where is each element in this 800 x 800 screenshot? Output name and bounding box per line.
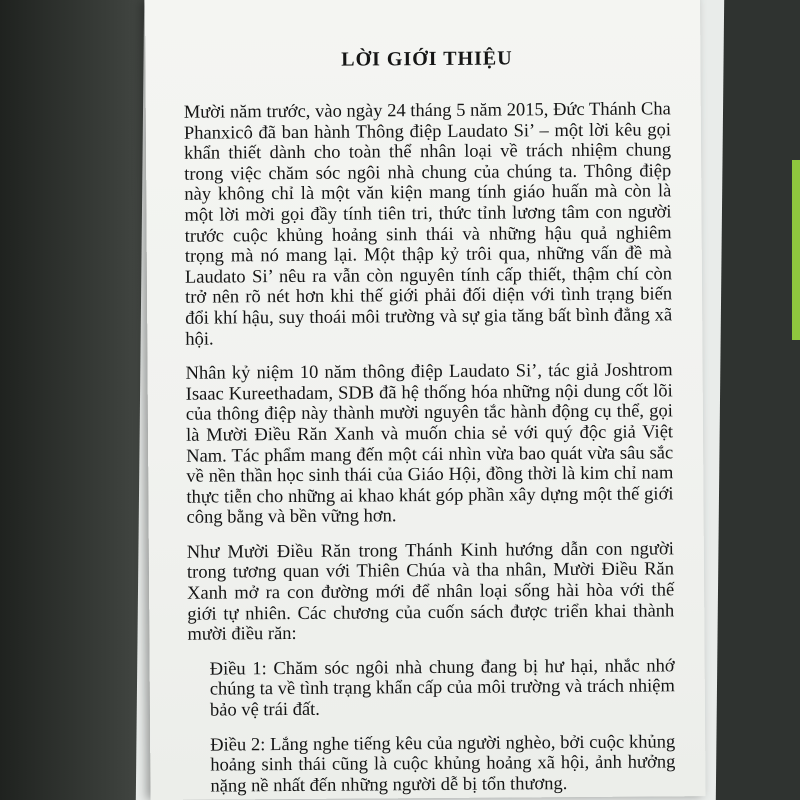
commandment-item-2: Điều 2: Lắng nghe tiếng kêu của người nghèo, bởi cuộc khủng hoảng sinh thái cũng là cuộc khủng hoảng xã hội, ảnh hưởng nặng nề nhất đến những người dễ bị tổn thương. [210,731,676,797]
commandment-item-1: Điều 1: Chăm sóc ngôi nhà chung đang bị hư hại, nhắc nhớ chúng ta về tình trạng khẩn cấp của môi trường và trách nhiệm bảo vệ trái đất. [209,656,675,721]
paragraph-anniversary: Nhân kỷ niệm 10 năm thông điệp Laudato Si’, tác giả Joshtrom Isaac Kureethadam, SDB đã hệ thống hóa những nội dung cốt lõi của thông điệp này thành mười nguyên tắc hành động cụ thể, gọi là Mười Điều Răn Xanh và muốn chia sẻ với quý độc giả Việt Nam. Tác phẩm mang đến một cái nhìn vừa bao quát vừa sâu sắc về nền thần học sinh thái của Giáo Hội, đồng thời là kim chỉ nam thực tiễn cho những ai khao khát góp phần xây dựng một thế giới công bằng và bền vững hơn. [185,360,674,529]
paragraph-intro: Mười năm trước, vào ngày 24 tháng 5 năm 2015, Đức Thánh Cha Phanxicô đã ban hành Thông điệp Laudato Si’ – một lời kêu gọi khẩn thiết dành cho toàn thể nhân loại về trách nhiệm chung trong việc chăm sóc ngôi nhà chung của chúng ta. Thông điệp này không chỉ là một văn kiện mang tính giáo huấn mà còn là một lời mời gọi đầy tính tiên tri, thức tỉnh lương tâm con người trước cuộc khủng hoảng sinh thái và những hậu quả nghiêm trọng mà nó mang lại. Một thập kỷ trôi qua, những vấn đề mà Laudato Si’ nêu ra vẫn còn nguyên tính cấp thiết, thậm chí còn trở nên rõ nét hơn khi thế giới phải đối diện với tình trạng biến đổi khí hậu, suy thoái môi trường và sự gia tăng bất bình đẳng xã hội. [183,99,673,350]
book-page [145,0,706,800]
green-book-edge [792,160,800,340]
page-title: LỜI GIỚI THIỆU [341,47,513,71]
paragraph-ten-commandments: Như Mười Điều Răn trong Thánh Kinh hướng dẫn con người trong tương quan với Thiên Chúa và tha nhân, Mười Điều Răn Xanh mở ra con đường mới để nhân loại sống hài hòa với thế giới tự nhiên. Các chương của cuốn sách được triển khai thành mười điều răn: [186,539,675,645]
background-shadow [0,0,160,800]
